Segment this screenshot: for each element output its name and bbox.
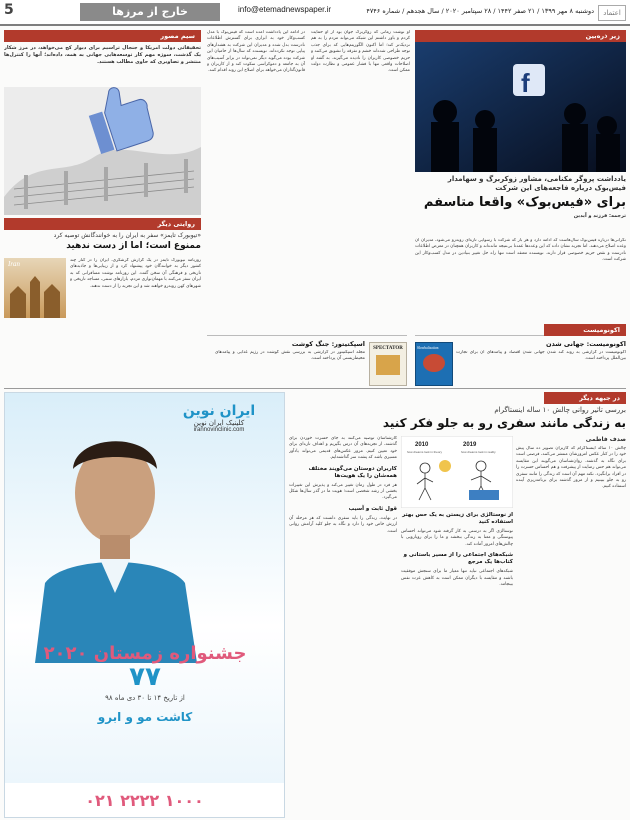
section-title: خارج از مرزها bbox=[80, 3, 220, 21]
illustration-year-left: 2010 bbox=[415, 442, 429, 448]
clinic-advertisement bbox=[4, 392, 285, 818]
middle-column-text bbox=[207, 30, 410, 330]
email-address: info@etemadnewspaper.ir bbox=[238, 5, 332, 14]
ad-website: irannovinclinic.com bbox=[193, 427, 245, 433]
spectator-item: SPECTATOR اسپکتیتور: جنگ کوشت مجله اسپکتیتور در گزارشی به بررسی نقش گوشت در رژیم غذایی و پیامدهای محیط‌زیستی آن پرداخته است. bbox=[207, 335, 407, 386]
middle-text-left: در ادامه این یادداشت آمده است که فیس‌بوک با مدل کسب‌وکار خود به ابزاری برای گسترش اطلاعات نادرست بدل شده و مدیران این شرکت به هشدارهای پیاپی توجه نکرده‌اند. نویسنده که سال‌ها از حامیان این شرکت بوده می‌گوید دیگر نمی‌تواند در برابر آسیب‌های آن به جامعه و دموکراسی سکوت کند و از کاربران و قانون‌گذاران می‌خواهد برای اصلاح این روند اقدام کنند. bbox=[207, 30, 305, 74]
ad-festival-dates: از تاریخ ۱۴ تا ۳۰ دی ماه ۹۸ bbox=[105, 694, 185, 702]
economist-cover-label: Slowbalisation bbox=[417, 346, 439, 350]
timetravel-kicker: در جبهه دیگر bbox=[544, 392, 626, 404]
timetravel-article bbox=[289, 392, 626, 816]
timetravel-title: به زندگی مانند سفری رو به جلو فکر کنید bbox=[382, 416, 626, 430]
timetravel-col-left: کارشناسان توصیه می‌کنند به جای حسرت خوردن برای گذشته، از تجربه‌های آن درس بگیریم و اهداف تازه‌ای برای خود تعیین کنیم. مرور عکس‌های قدیمی می‌تواند یادآور مسیری باشد که پشت سر گذاشته‌ایم. کاربران دوستان می‌گویند مختلف همه‌شان را یک هویت‌ها هر فرد در طول زمان تغییر می‌کند و پذیرش این تغییرات بخشی از رشد شخصی است؛ هویت ما در گذر سال‌ها شکل می‌گیرد. قول ثابت و آسیب در نهایت، زندگی را باید سفری دانست که هر مرحله آن ارزش خاص خود را دارد و نگاه به جلو کلید آرامش روانی است. bbox=[289, 436, 397, 534]
timetravel-subhead-4: قول ثابت و آسیب bbox=[348, 505, 397, 512]
facebook-photo bbox=[415, 42, 626, 172]
ad-footer bbox=[5, 783, 284, 817]
page-number: 5 bbox=[4, 2, 14, 18]
economist-kicker: اکونومیست bbox=[544, 324, 626, 336]
censorship-kicker: سیم مصور bbox=[4, 30, 201, 42]
spectator-cover bbox=[369, 342, 407, 386]
ad-festival-title: جشنواره زمستان ۲۰۲۰ bbox=[43, 643, 247, 664]
ad-festival-block bbox=[15, 643, 275, 724]
censorship-illustration bbox=[4, 87, 201, 215]
illustration-text-left: how dreams look in theory bbox=[407, 450, 443, 454]
iran-photo-label: Iran bbox=[8, 260, 21, 268]
iran-subtitle: «تیوبورک تایمز» سفر به ایران را به خوانندگانش توصیه کرد bbox=[53, 232, 201, 239]
timetravel-subtitle: بررسی تاثیر روانی چالش ۱۰ ساله اینستاگرام bbox=[494, 406, 626, 414]
timetravel-col-mid: از نوستالژی برای زیستن به یک حس بهتر استفاده کنید نوستالژی اگر به درستی به کار گرفته شود می‌تواند احساس پیوستگی و معنا به زندگی ببخشد و ما را برای رویارویی با چالش‌های امروز آماده کند. شبکه‌های اجتماعی را از مسیر باستانی و کتاب‌ها یک مرجع شبکه‌های اجتماعی نباید تنها معیار ما برای سنجش موفقیت باشند و مقایسه با دیگران ممکن است به کاهش عزت نفس بینجامد. bbox=[401, 512, 513, 588]
timetravel-subhead-3: کاربران دوستان می‌گویند مختلف همه‌شان را یک هویت‌ها bbox=[308, 465, 397, 479]
ad-brand: ایران نوین bbox=[182, 403, 256, 419]
spectator-caption: اسپکتیتور: جنگ کوشت bbox=[291, 340, 365, 348]
newspaper-logo: اعتماد bbox=[598, 5, 626, 21]
svg-text:f: f bbox=[521, 68, 530, 98]
economist-item: اکونومیست Slowbalisation اکونومیست: جهانی شدن اکونومیست در گزارشی به روند کند شدن جهانی شدن اقتصاد و پیامدهای آن برای تجارت بین‌الملل پرداخته است. bbox=[415, 335, 626, 386]
ad-model-photo bbox=[5, 423, 284, 663]
iran-body: روزنامه نیویورک تایمز در یک گزارش گرشگری، ایران را در کنار چند کشور دیگر به خوانندگان خود پیشنهاد کرد و از زیبایی‌ها و جاذبه‌های تاریخی و فرهنگی آن سخن گفت. این روزنامه نوشت مسافرانی که به ایران سفر می‌کنند با مهمان‌نوازی مردم، بازارهای سنتی، مساجد تاریخی و شهرهای کهن روبه‌رو خواهند شد و این تجربه را از دست ندهند. bbox=[70, 258, 201, 289]
spectator-cover-label: SPECTATOR bbox=[373, 346, 403, 351]
ad-phone: ۰۲۱ ۲۲۲۲ ۱۰۰۰ bbox=[85, 791, 204, 810]
date-line: دوشنبه ۸ مهر ۱۳۹۹ / ۲۱ صفر ۱۴۴۲ / ۲۸ سپتامبر ۲۰۲۰ / سال هجدهم / شماره ۴۷۴۶ bbox=[366, 7, 594, 15]
facebook-translator: ترجمه: فرزند و آیدین bbox=[573, 213, 626, 219]
economist-title: اکونومیست: جهانی شدن bbox=[545, 340, 626, 348]
timetravel-subhead-1: از نوستالژی برای زیستن به یک حس بهتر استفاده کنید bbox=[402, 512, 513, 525]
facebook-kicker: زیر ذره‌بین bbox=[415, 30, 626, 42]
timetravel-col-right: چالش ۱۰ ساله اینستاگرام که کاربران تصویر ده سال پیش خود را در کنار عکس امروزشان منتشر می‌کنند، فرصتی است برای نگاه به گذشته. روان‌شناسان می‌گویند این مقایسه می‌تواند هم حس رضایت از پیشرفت و هم احساس حسرت را در افراد برانگیزد. نکته مهم آن است که زندگی را مانند سفری رو به جلو ببینیم و از مرور گذشته برای برنامه‌ریزی آینده استفاده کنیم. bbox=[516, 446, 626, 490]
censorship-article bbox=[4, 30, 201, 215]
iran-photo bbox=[4, 258, 66, 318]
facebook-subtitle: یادداشت پروگر مکنامی، مشاور زوکربرگ و سهامدار فیس‌بوک درباره فاجعه‌های این شرکت bbox=[447, 175, 626, 192]
ad-service: کاشت مو و ابرو bbox=[97, 710, 193, 724]
timetravel-subhead-2: شبکه‌های اجتماعی را از مسیر باستانی و کتاب‌ها یک مرجع bbox=[403, 552, 513, 566]
iran-title: ممنوع است؛ اما از دست ندهید bbox=[66, 241, 201, 251]
economist-cover bbox=[415, 342, 453, 386]
page-header bbox=[0, 0, 630, 26]
illustration-text-right: how dreams look in reality bbox=[461, 450, 496, 454]
ad-clinic: کلینیک ایران نوین bbox=[193, 419, 245, 427]
facebook-title: برای «فیس‌بوک» واقعا متاسفم bbox=[423, 195, 626, 210]
iran-tourism-article bbox=[4, 218, 201, 383]
iran-kicker: روایتی دیگر bbox=[4, 218, 201, 230]
timetravel-author: صدف فاطمی bbox=[585, 436, 626, 443]
ad-festival-number: ۷۷ bbox=[129, 662, 161, 692]
facebook-body: نگرانی‌ها درباره فیس‌بوک سال‌هاست که ادامه دارد و هر بار که شرکت با رسوایی تازه‌ای روبه‌رو می‌شود، مدیران آن وعده اصلاح می‌دهند. اما تجربه نشان داده که این وعده‌ها عمدتا بی‌نتیجه مانده‌اند و کاربران همچنان در معرض اطلاعات نادرست و نقض حریم خصوصی قرار دارند. نویسنده معتقد است تنها راه حل تغییر بنیادین در مدل کسب‌وکار این شرکت است. bbox=[415, 238, 626, 263]
illustration-year-right: 2019 bbox=[463, 442, 477, 448]
middle-text-right: او نوشت زمانی که زوکربرگ جوان بود از او حمایت کردم و باور داشتم این شبکه می‌تواند مردم را به هم نزدیک‌تر کند؛ اما اکنون الگوریتم‌هایی که برای جذب توجه طراحی شده‌اند خشم و تفرقه را تشویق می‌کنند و حریم خصوصی کاربران را نادیده می‌گیرند. به گفته او اصلاحات واقعی تنها با فشار عمومی و نظارت دولت ممکن است. bbox=[311, 30, 410, 74]
timetravel-illustration bbox=[401, 436, 513, 508]
facebook-article bbox=[415, 30, 626, 330]
censorship-lead: تحقیقاتی دولت امریکا و جنجال تراسیم برای دیوار کج می‌خواهد، در مرز شکار یک گذشت، سوژه‌ مهم کار توسعه‌هایی جهانی به همه، داده‌اند؛ آنها را کنترل‌ها منتشر و تصاویری که حاوی مطالب هستند. bbox=[4, 45, 201, 65]
